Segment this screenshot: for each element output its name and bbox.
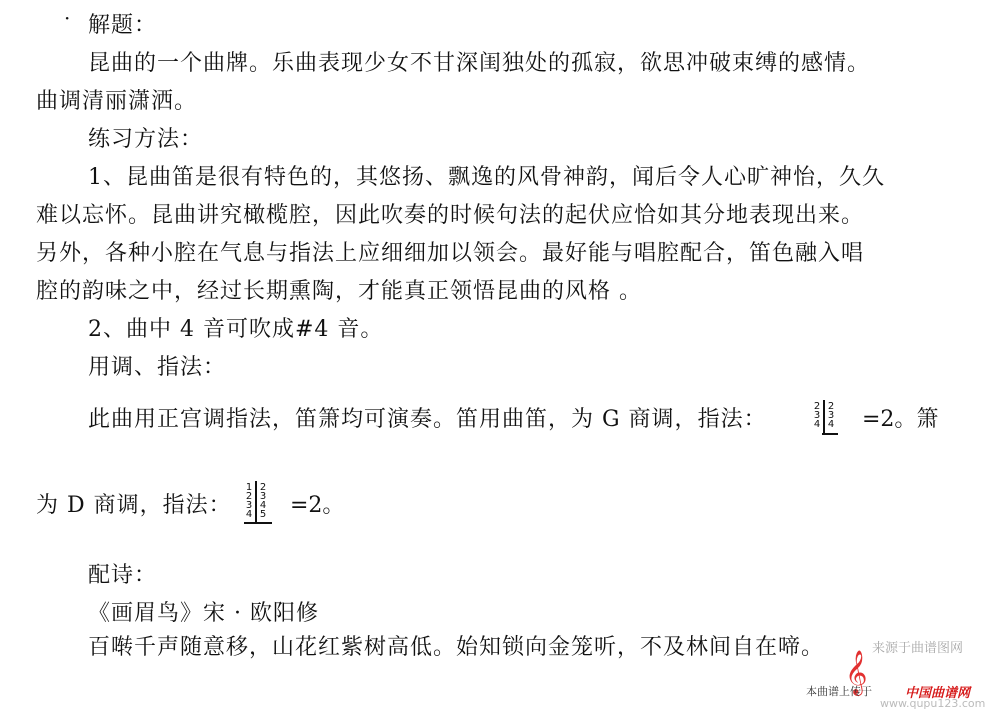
fingering-text-2: 为 D 商调，指法： <box>36 493 232 518</box>
practice-item-1-line-4: 腔的韵味之中，经过长期熏陶，才能真正领悟昆曲的风格 。 <box>36 279 642 304</box>
fingering-2-left-column <box>244 483 254 519</box>
fingering-2-right-0: 2 <box>259 482 267 493</box>
jieti-heading: 解题： <box>88 13 158 38</box>
poem-heading: 配诗： <box>88 563 158 588</box>
fingering-1-left-1: 3 <box>813 410 821 421</box>
fingering-equals-1: =2。箫 <box>862 407 939 432</box>
fingering-2-right-1: 3 <box>259 491 267 502</box>
poem-title: 《画眉鸟》宋 · 欧阳修 <box>88 601 319 626</box>
practice-item-1-line-1: 1、昆曲笛是很有特色的，其悠扬、飘逸的风骨神韵，闻后令人心旷神怡，久久 <box>88 165 885 190</box>
treble-clef-icon: 𝄞 <box>845 650 868 694</box>
fingering-heading: 用调、指法： <box>88 355 227 380</box>
practice-item-2: 2、曲中 4 音可吹成#4 音。 <box>88 317 384 342</box>
fingering-2-right-2: 4 <box>259 500 267 511</box>
fingering-2-left-0: 1 <box>245 482 253 493</box>
jieti-text-line-1: 昆曲的一个曲牌。乐曲表现少女不甘深闺独处的孤寂，欲思冲破束缚的感情。 <box>88 51 871 76</box>
fingering-1-divider <box>823 400 825 434</box>
fingering-diagram-2 <box>244 481 284 523</box>
fingering-1-underline <box>822 433 838 435</box>
fingering-1-right-column <box>826 402 836 429</box>
practice-item-1-line-2: 难以忘怀。昆曲讲究橄榄腔，因此吹奏的时候句法的起伏应恰如其分地表现出来。 <box>36 203 865 228</box>
fingering-equals-2: =2。 <box>290 493 345 518</box>
fingering-1-left-column <box>812 402 822 429</box>
practice-heading: 练习方法： <box>88 127 204 152</box>
watermark-upload-note: 本曲谱上传于 <box>806 685 872 698</box>
fingering-text-1: 此曲用正宫调指法，笛箫均可演奏。笛用曲笛，为 G 商调，指法： <box>88 407 767 432</box>
fingering-1-right-0: 2 <box>827 401 835 412</box>
watermark-url: www.qupu123.com <box>880 697 986 710</box>
fingering-2-underline <box>244 522 272 524</box>
fingering-1-left-2: 4 <box>813 419 821 430</box>
fingering-2-left-3: 4 <box>245 509 253 520</box>
fingering-1-right-1: 3 <box>827 410 835 421</box>
fingering-diagram-1 <box>812 400 852 434</box>
jieti-text-line-2: 曲调清丽潇洒。 <box>36 89 198 114</box>
watermark-source-text: 来源于曲谱图网 <box>872 641 964 656</box>
practice-item-1-line-3: 另外，各种小腔在气息与指法上应细细加以领会。最好能与唱腔配合，笛色融入唱 <box>36 241 865 266</box>
bullet-dot: · <box>64 6 71 30</box>
fingering-1-left-0: 2 <box>813 401 821 412</box>
poem-text: 百啭千声随意移，山花红紫树高低。始知锁向金笼听，不及林间自在啼。 <box>88 635 825 660</box>
fingering-2-divider <box>255 481 257 523</box>
fingering-2-right-column <box>258 483 268 519</box>
fingering-2-right-3: 5 <box>259 509 267 520</box>
fingering-2-left-2: 3 <box>245 500 253 511</box>
fingering-1-right-2: 4 <box>827 419 835 430</box>
fingering-2-left-1: 2 <box>245 491 253 502</box>
watermark-brand-logo: 中国曲谱网 <box>905 686 971 701</box>
